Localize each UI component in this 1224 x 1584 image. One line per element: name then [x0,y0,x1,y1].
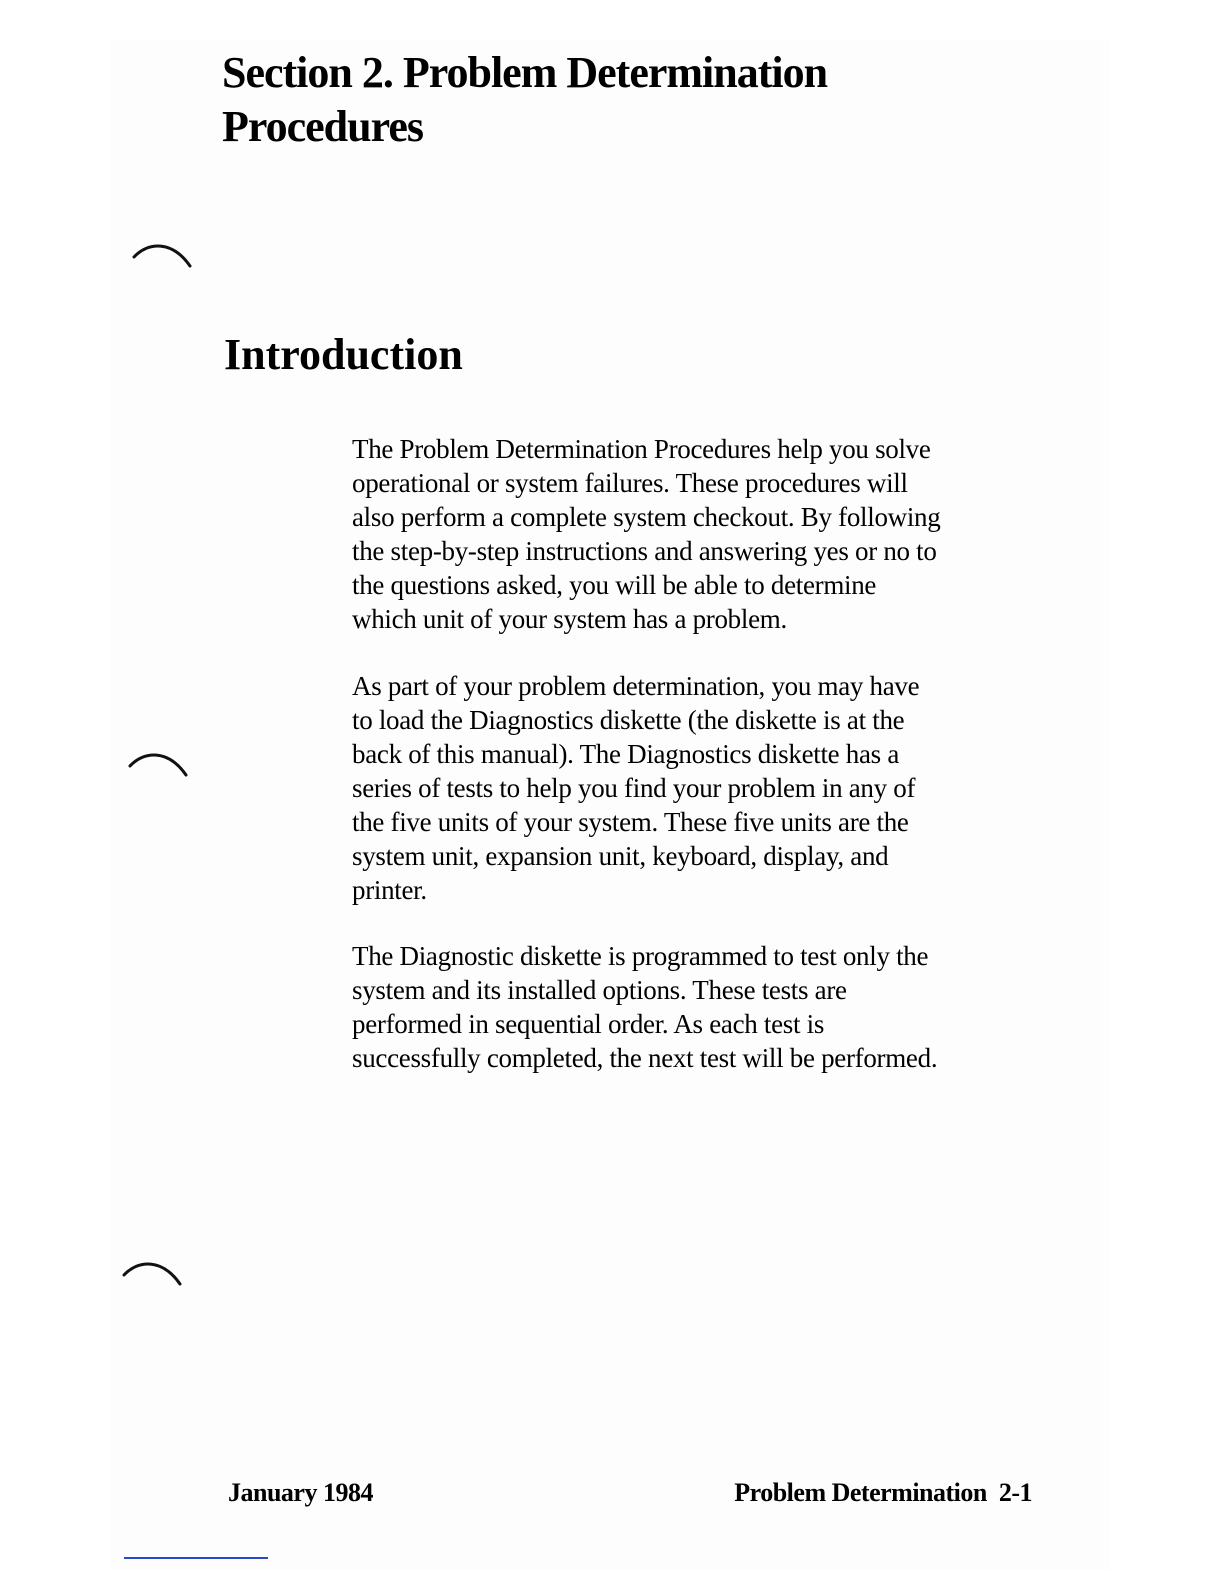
section-title: Section 2. Problem Determination Procedures [222,48,828,151]
intro-paragraph-2: As part of your problem determination, you may have to load the Diagnostics diskette (the diskette is at the back of this manual). The Diagnostics diskette has a series of tests to help you find your problem in any of the five units of your system. These five units are the system unit, expansion unit, keyboard, display, and printer. [352,671,920,905]
binder-arc-mark-icon [132,240,194,274]
bottom-link-line [124,1557,268,1559]
footer-date: January 1984 [228,1478,373,1507]
binder-arc-mark-icon [122,1258,184,1292]
intro-paragraph-3: The Diagnostic diskette is programmed to test only the system and its installed options. These tests are performed in sequential order. As each test is successfully completed, the next test will be performed. [352,941,938,1073]
footer-page-label: Problem Determination 2-1 [734,1478,1032,1507]
intro-paragraph-1: The Problem Determination Procedures help you solve operational or system failures. These procedures will also perform a complete system checkout. By following the step-by-step instructions and answering yes or no to the questions asked, you will be able to determine which unit of your system has a problem. [352,434,941,634]
binder-arc-mark-icon [128,749,190,783]
introduction-heading: Introduction [224,330,463,379]
